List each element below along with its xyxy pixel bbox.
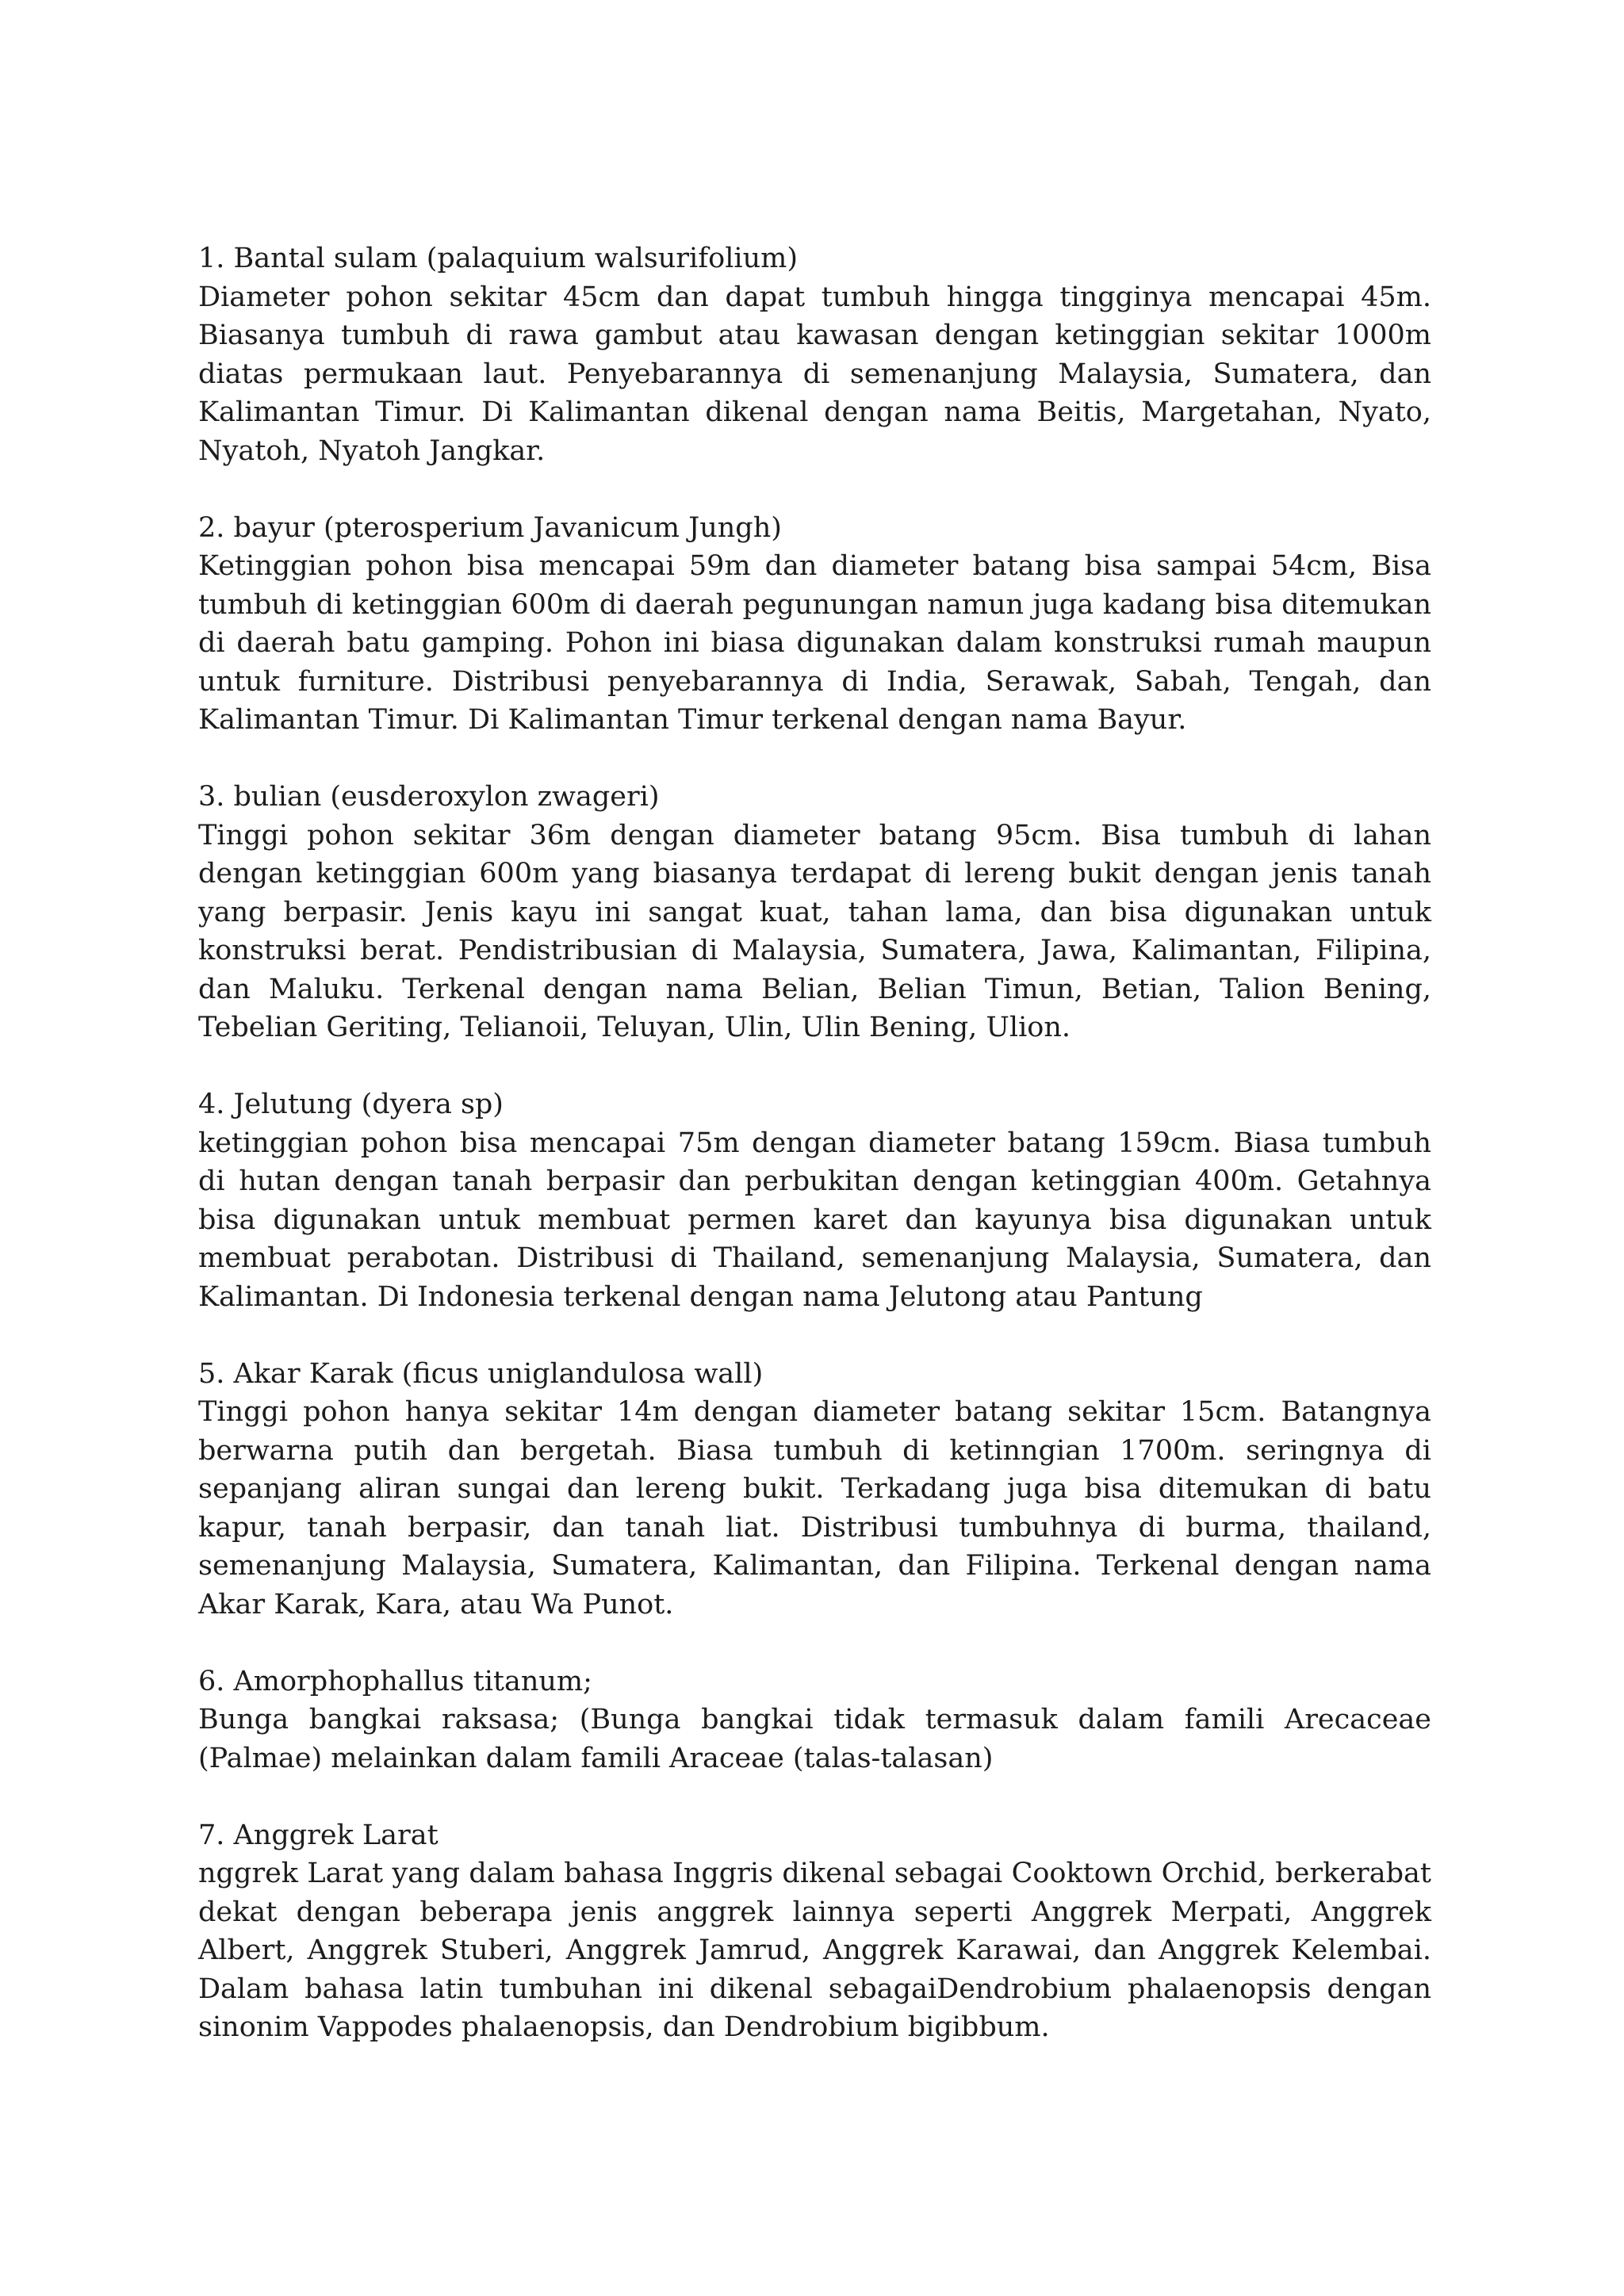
- entry-text: Tinggi pohon hanya sekitar 14m dengan diameter batang sekitar 15cm. Batangnya berwarna putih dan bergetah. Biasa tumbuh di ketinngian 1700m. seringnya di sepanjang aliran sungai dan lereng bukit. Terkadang juga bisa ditemukan di batu kapur, tanah berpasir, dan tanah liat. Distribusi tumbuhnya di burma, thailand, semenanjung Malaysia, Sumatera, Kalimantan, dan Filipina. Terkenal dengan nama Akar Karak, Kara, atau Wa Punot.: [198, 1396, 1431, 1621]
- entry-3: [198, 778, 1431, 1047]
- entry-text: Ketinggian pohon bisa mencapai 59m dan diameter batang bisa sampai 54cm, Bisa tumbuh di ketinggian 600m di daerah pegunungan namun juga kadang bisa ditemukan di daerah batu gamping. Pohon ini biasa digunakan dalam konstruksi rumah maupun untuk furniture. Distribusi penyebarannya di India, Serawak, Sabah, Tengah, dan Kalimantan Timur. Di Kalimantan Timur terkenal dengan nama Bayur.: [198, 550, 1431, 736]
- entry-title: 6. Amorphophallus titanum;: [198, 1665, 592, 1697]
- document-body: [198, 239, 1431, 2085]
- entry-title: 2. bayur (pterosperium Javanicum Jungh): [198, 511, 782, 544]
- entry-7: [198, 1816, 1431, 2047]
- entry-title: 1. Bantal sulam (palaquium walsurifolium): [198, 243, 799, 274]
- entry-text: nggrek Larat yang dalam bahasa Inggris dikenal sebagai Cooktown Orchid, berkerabat dekat dengan beberapa jenis anggrek lainnya seperti Anggrek Merpati, Anggrek Albert, Anggrek Stuberi, Anggrek Jamrud, Anggrek Karawai, dan Anggrek Kelembai. Dalam bahasa latin tumbuhan ini dikenal sebagaiDendrobium phalaenopsis dengan sinonim Vappodes phalaenopsis, dan Dendrobium bigibbum.: [198, 1858, 1431, 2043]
- entry-title: 3. bulian (eusderoxylon zwageri): [198, 781, 660, 813]
- entry-text: Bunga bangkai raksasa; (Bunga bangkai tidak termasuk dalam famili Arecaceae (Palmae) melainkan dalam famili Araceae (talas-talasan): [198, 1704, 1431, 1774]
- entry-4: [198, 1085, 1431, 1316]
- entry-6: [198, 1663, 1431, 1778]
- entry-text: Diameter pohon sekitar 45cm dan dapat tumbuh hingga tingginya mencapai 45m. Biasanya tumbuh di rawa gambut atau kawasan dengan ketinggian sekitar 1000m diatas permukaan laut. Penyebarannya di semenanjung Malaysia, Sumatera, dan Kalimantan Timur. Di Kalimantan dikenal dengan nama Beitis, Margetahan, Nyato, Nyatoh, Nyatoh Jangkar.: [198, 281, 1431, 467]
- entry-1: [198, 239, 1431, 470]
- entry-text: ketinggian pohon bisa mencapai 75m dengan diameter batang 159cm. Biasa tumbuh di hutan dengan tanah berpasir dan perbukitan dengan ketinggian 400m. Getahnya bisa digunakan untuk membuat permen karet dan kayunya bisa digunakan untuk membuat perabotan. Distribusi di Thailand, semenanjung Malaysia, Sumatera, dan Kalimantan. Di Indonesia terkenal dengan nama Jelutong atau Pantung: [198, 1127, 1431, 1313]
- entry-2: [198, 509, 1431, 740]
- entry-title: 5. Akar Karak (ficus uniglandulosa wall): [198, 1357, 764, 1390]
- entry-title: 7. Anggrek Larat: [198, 1819, 439, 1851]
- entry-text: Tinggi pohon sekitar 36m dengan diameter batang 95cm. Bisa tumbuh di lahan dengan ketinggian 600m yang biasanya terdapat di lereng bukit dengan jenis tanah yang berpasir. Jenis kayu ini sangat kuat, tahan lama, dan bisa digunakan untuk konstruksi berat. Pendistribusian di Malaysia, Sumatera, Jawa, Kalimantan, Filipina, dan Maluku. Terkenal dengan nama Belian, Belian Timun, Betian, Talion Bening, Tebelian Geriting, Telianoii, Teluyan, Ulin, Ulin Bening, Ulion.: [198, 819, 1431, 1043]
- entry-title: 4. Jelutung (dyera sp): [198, 1089, 504, 1120]
- entry-5: [198, 1355, 1431, 1624]
